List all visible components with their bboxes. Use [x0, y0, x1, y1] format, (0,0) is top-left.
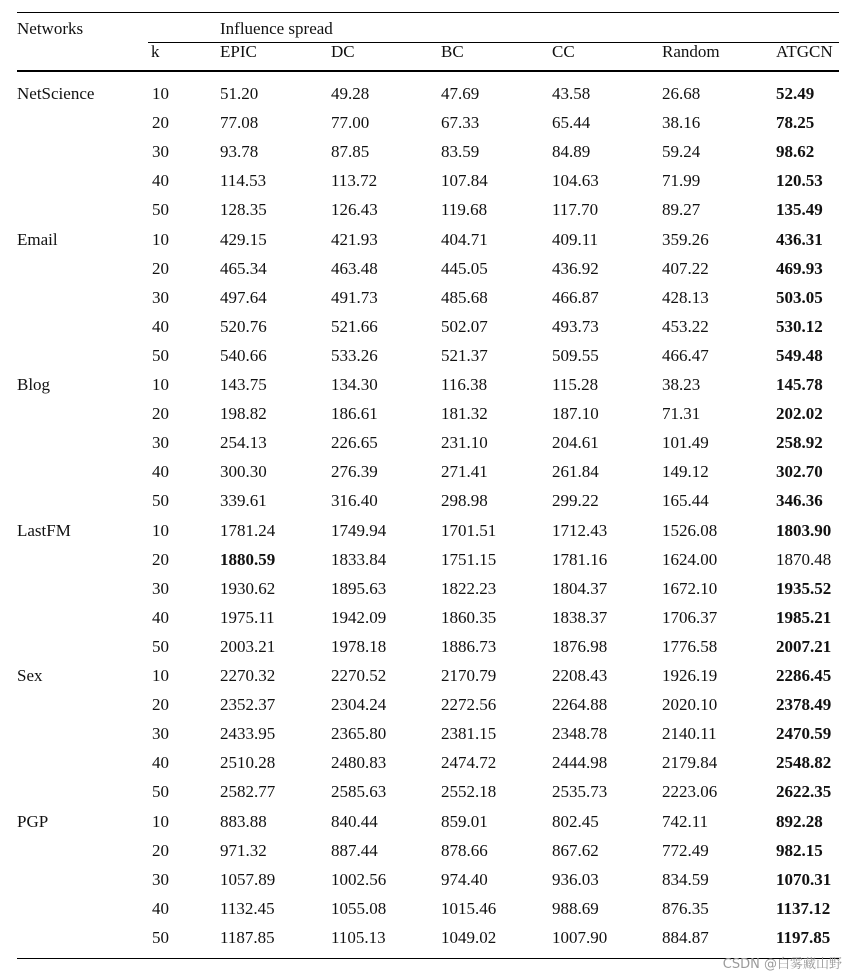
cell-random: 165.44 [662, 491, 709, 511]
cell-random: 884.87 [662, 927, 709, 947]
cell-dc: 1978.18 [331, 636, 387, 656]
k-value: 20 [152, 695, 169, 715]
cell-atgcn: 2378.49 [776, 695, 832, 715]
cell-cc: 1804.37 [552, 578, 608, 598]
cell-dc: 2270.52 [331, 666, 387, 685]
cell-epic: 339.61 [220, 491, 267, 511]
cell-cc: 2444.98 [552, 753, 608, 773]
cell-cc: 1876.98 [552, 636, 608, 656]
cell-bc: 445.05 [441, 258, 488, 278]
cell-atgcn: 503.05 [776, 287, 823, 307]
cell-atgcn: 892.28 [776, 811, 823, 831]
cell-random: 1926.19 [662, 666, 718, 685]
cell-random: 1526.08 [662, 520, 718, 540]
k-value: 10 [152, 520, 169, 540]
method-header-dc: DC [331, 42, 355, 61]
bottom-rule [17, 958, 839, 959]
cell-cc: 2535.73 [552, 782, 608, 802]
cell-cc: 867.62 [552, 840, 599, 860]
cell-epic: 128.35 [220, 200, 267, 220]
k-value: 30 [152, 433, 169, 453]
cell-random: 59.24 [662, 142, 701, 162]
cell-atgcn: 2470.59 [776, 724, 832, 744]
cell-atgcn: 1985.21 [776, 607, 832, 627]
cell-cc: 104.63 [552, 171, 599, 191]
cell-dc: 1833.84 [331, 549, 387, 569]
cell-dc: 1002.56 [331, 869, 387, 889]
network-name: NetScience [17, 84, 95, 103]
cell-dc: 1749.94 [331, 520, 387, 540]
cell-atgcn: 202.02 [776, 404, 823, 424]
k-value: 10 [152, 666, 169, 685]
cell-bc: 859.01 [441, 811, 488, 831]
cell-dc: 226.65 [331, 433, 378, 453]
cell-bc: 2170.79 [441, 666, 497, 685]
cell-atgcn: 1803.90 [776, 520, 832, 540]
cell-atgcn: 98.62 [776, 142, 815, 162]
k-value: 50 [152, 491, 169, 511]
cell-atgcn: 2007.21 [776, 636, 832, 656]
cell-cc: 115.28 [552, 375, 599, 394]
cell-epic: 1781.24 [220, 520, 276, 540]
cell-cc: 204.61 [552, 433, 599, 453]
cell-dc: 134.30 [331, 375, 378, 394]
cell-dc: 2365.80 [331, 724, 387, 744]
cell-atgcn: 120.53 [776, 171, 823, 191]
cell-epic: 77.08 [220, 113, 259, 133]
cell-cc: 988.69 [552, 898, 599, 918]
cell-bc: 521.37 [441, 345, 488, 365]
k-value: 20 [152, 549, 169, 569]
cell-epic: 465.34 [220, 258, 267, 278]
cell-epic: 2352.37 [220, 695, 276, 715]
method-header-cc: CC [552, 42, 575, 61]
cell-random: 38.16 [662, 113, 701, 133]
cell-random: 71.31 [662, 404, 701, 424]
cell-dc: 887.44 [331, 840, 378, 860]
cell-random: 359.26 [662, 229, 709, 249]
network-name: PGP [17, 811, 49, 831]
cell-cc: 299.22 [552, 491, 599, 511]
cell-atgcn: 346.36 [776, 491, 823, 511]
cell-cc: 1781.16 [552, 549, 608, 569]
cell-atgcn: 2622.35 [776, 782, 832, 802]
k-header: k [151, 42, 160, 61]
cell-dc: 521.66 [331, 316, 378, 336]
cell-random: 742.11 [662, 811, 709, 831]
cell-dc: 186.61 [331, 404, 378, 424]
cell-dc: 421.93 [331, 229, 378, 249]
cell-dc: 2585.63 [331, 782, 387, 802]
cell-random: 26.68 [662, 84, 701, 103]
cell-epic: 1930.62 [220, 578, 276, 598]
cell-dc: 49.28 [331, 84, 370, 103]
cell-random: 1776.58 [662, 636, 718, 656]
k-value: 40 [152, 898, 169, 918]
cell-cc: 802.45 [552, 811, 599, 831]
cell-cc: 436.92 [552, 258, 599, 278]
cell-random: 101.49 [662, 433, 709, 453]
cell-epic: 429.15 [220, 229, 267, 249]
k-value: 30 [152, 287, 169, 307]
cell-bc: 107.84 [441, 171, 488, 191]
cell-atgcn: 135.49 [776, 200, 823, 220]
cell-atgcn: 469.93 [776, 258, 823, 278]
cell-cc: 261.84 [552, 462, 599, 482]
cell-cc: 187.10 [552, 404, 599, 424]
cell-epic: 520.76 [220, 316, 267, 336]
cell-bc: 83.59 [441, 142, 480, 162]
cell-bc: 502.07 [441, 316, 488, 336]
k-value: 20 [152, 840, 169, 860]
cell-epic: 254.13 [220, 433, 267, 453]
cell-atgcn: 2286.45 [776, 666, 832, 685]
cell-atgcn: 302.70 [776, 462, 823, 482]
cell-bc: 119.68 [441, 200, 488, 220]
k-value: 50 [152, 345, 169, 365]
cell-random: 2223.06 [662, 782, 718, 802]
cell-atgcn: 1197.85 [776, 927, 831, 947]
watermark-text: CSDN @白雾藏山野 [722, 957, 842, 972]
cell-random: 71.99 [662, 171, 701, 191]
k-value: 40 [152, 462, 169, 482]
cell-random: 1672.10 [662, 578, 718, 598]
cell-atgcn: 52.49 [776, 84, 815, 103]
cell-cc: 509.55 [552, 345, 599, 365]
cell-dc: 2480.83 [331, 753, 387, 773]
cell-dc: 316.40 [331, 491, 378, 511]
cell-random: 1624.00 [662, 549, 718, 569]
cell-epic: 497.64 [220, 287, 267, 307]
cell-random: 2140.11 [662, 724, 717, 744]
cell-epic: 2510.28 [220, 753, 276, 773]
cell-atgcn: 78.25 [776, 113, 815, 133]
cell-dc: 1895.63 [331, 578, 387, 598]
k-value: 40 [152, 753, 169, 773]
cell-random: 38.23 [662, 375, 701, 394]
cell-atgcn: 145.78 [776, 375, 823, 394]
cell-bc: 2552.18 [441, 782, 497, 802]
cell-dc: 491.73 [331, 287, 378, 307]
cell-bc: 181.32 [441, 404, 488, 424]
k-value: 50 [152, 200, 169, 220]
cell-dc: 1942.09 [331, 607, 387, 627]
cell-atgcn: 549.48 [776, 345, 823, 365]
cell-bc: 116.38 [441, 375, 488, 394]
cell-epic: 93.78 [220, 142, 259, 162]
network-name: Blog [17, 375, 51, 394]
cell-epic: 971.32 [220, 840, 267, 860]
cell-cc: 84.89 [552, 142, 591, 162]
k-value: 40 [152, 171, 169, 191]
cell-cc: 2264.88 [552, 695, 608, 715]
method-header-atgcn: ATGCN [776, 42, 833, 61]
cell-cc: 117.70 [552, 200, 599, 220]
k-value: 20 [152, 258, 169, 278]
cell-dc: 463.48 [331, 258, 378, 278]
cell-atgcn: 530.12 [776, 316, 823, 336]
k-value: 10 [152, 84, 169, 103]
method-header-epic: EPIC [220, 42, 257, 61]
cell-random: 2179.84 [662, 753, 718, 773]
k-value: 50 [152, 636, 169, 656]
k-value: 40 [152, 316, 169, 336]
cell-epic: 51.20 [220, 84, 259, 103]
cell-random: 428.13 [662, 287, 709, 307]
cell-dc: 2304.24 [331, 695, 387, 715]
cell-bc: 974.40 [441, 869, 488, 889]
cell-dc: 276.39 [331, 462, 378, 482]
cell-atgcn: 1070.31 [776, 869, 832, 889]
cell-cc: 1712.43 [552, 520, 608, 540]
k-value: 20 [152, 113, 169, 133]
cell-dc: 77.00 [331, 113, 370, 133]
k-value: 10 [152, 229, 169, 249]
cell-atgcn: 2548.82 [776, 753, 832, 773]
cell-dc: 1105.13 [331, 927, 386, 947]
cell-random: 834.59 [662, 869, 709, 889]
cell-bc: 1822.23 [441, 578, 497, 598]
cell-epic: 198.82 [220, 404, 267, 424]
method-header-random: Random [662, 42, 720, 61]
cell-epic: 1132.45 [220, 898, 275, 918]
cell-epic: 1057.89 [220, 869, 276, 889]
cell-random: 772.49 [662, 840, 709, 860]
cell-bc: 67.33 [441, 113, 480, 133]
cell-bc: 1015.46 [441, 898, 497, 918]
cell-random: 466.47 [662, 345, 709, 365]
cell-atgcn: 1137.12 [776, 898, 831, 918]
cell-dc: 87.85 [331, 142, 370, 162]
cell-cc: 65.44 [552, 113, 591, 133]
cell-bc: 271.41 [441, 462, 488, 482]
k-value: 10 [152, 375, 169, 394]
cell-random: 89.27 [662, 200, 701, 220]
cell-bc: 1860.35 [441, 607, 497, 627]
cell-atgcn: 1870.48 [776, 549, 832, 569]
cell-bc: 298.98 [441, 491, 488, 511]
cell-bc: 2474.72 [441, 753, 497, 773]
cell-random: 876.35 [662, 898, 709, 918]
cell-epic: 2582.77 [220, 782, 276, 802]
cell-cc: 936.03 [552, 869, 599, 889]
cell-cc: 2208.43 [552, 666, 608, 685]
header-rule [17, 70, 839, 72]
cell-bc: 404.71 [441, 229, 488, 249]
influence-spread-header: Influence spread [220, 19, 333, 38]
cell-bc: 2272.56 [441, 695, 497, 715]
k-value: 30 [152, 724, 169, 744]
network-name: Sex [17, 666, 43, 685]
cell-cc: 1007.90 [552, 927, 608, 947]
cell-cc: 409.11 [552, 229, 599, 249]
k-value: 50 [152, 782, 169, 802]
cell-atgcn: 1935.52 [776, 578, 832, 598]
cell-bc: 2381.15 [441, 724, 497, 744]
cell-random: 1706.37 [662, 607, 718, 627]
cell-bc: 231.10 [441, 433, 488, 453]
cell-cc: 493.73 [552, 316, 599, 336]
cell-random: 453.22 [662, 316, 709, 336]
cell-epic: 114.53 [220, 171, 267, 191]
k-value: 50 [152, 927, 169, 947]
networks-header: Networks [17, 19, 84, 38]
top-rule [17, 12, 839, 13]
cell-random: 407.22 [662, 258, 709, 278]
cell-random: 2020.10 [662, 695, 718, 715]
cell-dc: 533.26 [331, 345, 378, 365]
k-value: 30 [152, 578, 169, 598]
cell-cc: 43.58 [552, 84, 591, 103]
k-value: 20 [152, 404, 169, 424]
cell-atgcn: 982.15 [776, 840, 823, 860]
cell-dc: 840.44 [331, 811, 378, 831]
network-name: Email [17, 229, 58, 249]
method-header-bc: BC [441, 42, 464, 61]
k-value: 30 [152, 142, 169, 162]
cell-epic: 143.75 [220, 375, 267, 394]
cell-dc: 113.72 [331, 171, 378, 191]
cell-bc: 878.66 [441, 840, 488, 860]
k-value: 10 [152, 811, 169, 831]
cell-bc: 47.69 [441, 84, 480, 103]
cell-atgcn: 436.31 [776, 229, 823, 249]
cell-random: 149.12 [662, 462, 709, 482]
network-name: LastFM [17, 520, 71, 540]
cell-cc: 466.87 [552, 287, 599, 307]
cell-epic: 2003.21 [220, 636, 276, 656]
cell-bc: 1049.02 [441, 927, 497, 947]
cell-dc: 126.43 [331, 200, 378, 220]
cell-epic: 2433.95 [220, 724, 276, 744]
cell-bc: 1751.15 [441, 549, 497, 569]
k-value: 40 [152, 607, 169, 627]
cell-epic: 300.30 [220, 462, 267, 482]
cell-epic: 540.66 [220, 345, 267, 365]
cell-bc: 1701.51 [441, 520, 497, 540]
cell-epic: 1187.85 [220, 927, 275, 947]
cell-bc: 485.68 [441, 287, 488, 307]
cell-epic: 2270.32 [220, 666, 276, 685]
k-value: 30 [152, 869, 169, 889]
cell-epic: 1975.11 [220, 607, 275, 627]
cell-epic: 883.88 [220, 811, 267, 831]
cell-epic: 1880.59 [220, 549, 276, 569]
cell-cc: 2348.78 [552, 724, 608, 744]
cell-bc: 1886.73 [441, 636, 497, 656]
cell-cc: 1838.37 [552, 607, 608, 627]
cell-dc: 1055.08 [331, 898, 387, 918]
cell-atgcn: 258.92 [776, 433, 823, 453]
